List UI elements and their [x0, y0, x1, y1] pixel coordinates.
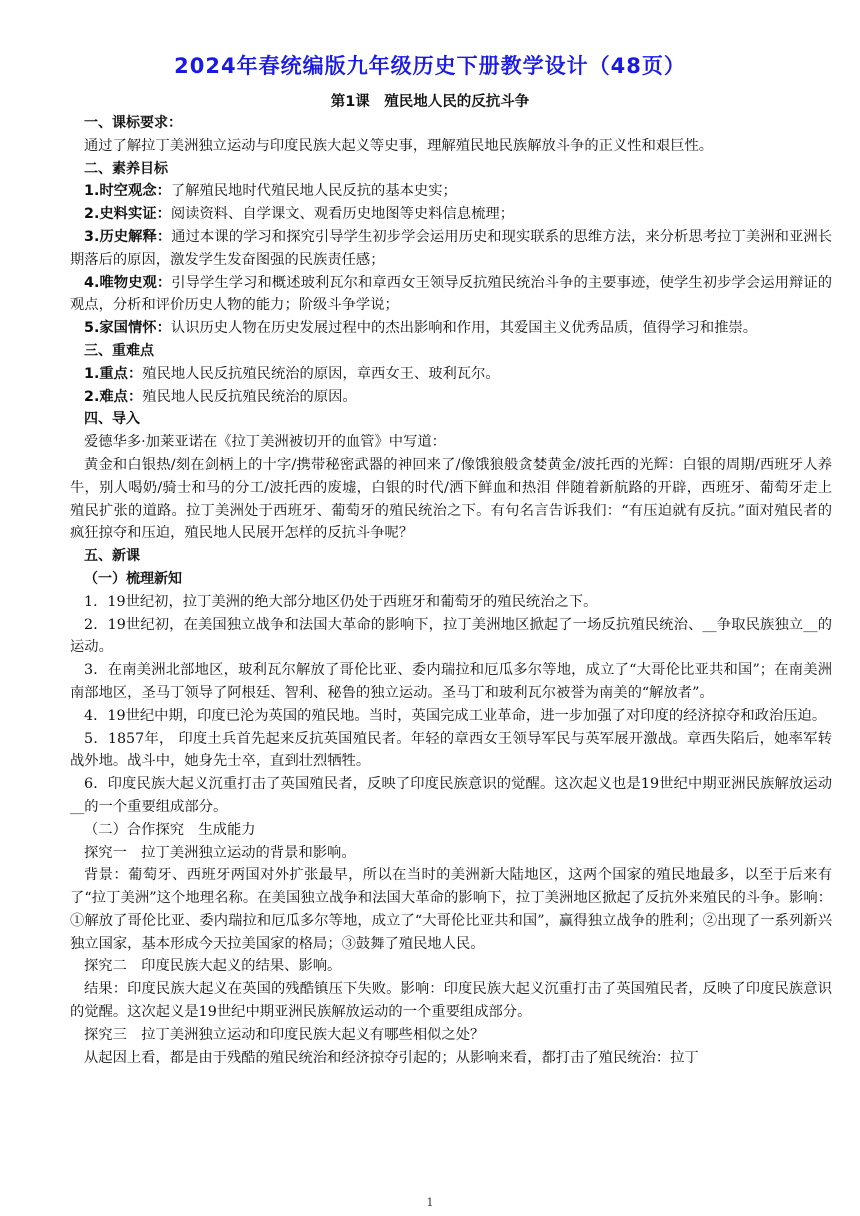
paragraph: 5．1857年， 印度土兵首先起来反抗英国殖民者。年轻的章西女王领导军民与英军展开激战。章西失陷后，她率军转战外地。战斗中，她身先士卒，直到壮烈牺牲。: [70, 730, 832, 770]
paragraph: 爱德华多·加莱亚诺在《拉丁美洲被切开的血管》中写道：: [84, 434, 446, 451]
key-label: 1.重点：: [84, 365, 143, 382]
section-heading: 三、重难点: [84, 342, 154, 359]
goal-label: 5.家国情怀：: [84, 320, 171, 337]
paragraph: 6．印度民族大起义沉重打击了英国殖民者，反映了印度民族意识的觉醒。这次起义也是19世纪中期亚洲民族解放运动__的一个重要组成部分。: [70, 776, 832, 815]
paragraph: 3．在南美洲北部地区，玻利瓦尔解放了哥伦比亚、委内瑞拉和厄瓜多尔等地，成立了“大哥伦比亚共和国”；在南美洲南部地区，圣马丁领导了阿根廷、智利、秘鲁的独立运动。圣马丁和玻利瓦尔被誉为南美的“解放者”。: [70, 662, 832, 701]
paragraph: 结果：印度民族大起义在英国的残酷镇压下失败。影响：印度民族大起义沉重打击了英国殖民者，反映了印度民族意识的觉醒。这次起义是19世纪中期亚洲民族解放运动的一个重要组成部分。: [70, 981, 832, 1021]
page-number: 1: [426, 1196, 434, 1209]
paragraph: 通过了解拉丁美洲独立运动与印度民族大起义等史事，理解殖民地民族解放斗争的正义性和艰巨性。: [84, 137, 714, 154]
inquiry-title: 探究一 拉丁美洲独立运动的背景和影响。: [84, 844, 356, 861]
section-heading: 五、新课: [84, 548, 140, 565]
goal-label: 3.历史解释：: [84, 228, 172, 245]
paragraph: 背景：葡萄牙、西班牙两国对外扩张最早，所以在当时的美洲新大陆地区，这两个国家的殖民地最多，以至于后来有了“拉丁美洲”这个地理名称。在美国独立战争和法国大革命的影响下，拉丁美洲地区掀起了反抗外来殖民的斗争。影响：①解放了哥伦比亚、委内瑞拉和厄瓜多尔等地，成立了“大哥伦比亚共和国”，赢得独立战争的胜利；②出现了一系列新兴独立国家，基本形成今天拉美国家的格局；③鼓舞了殖民地人民。: [70, 867, 832, 952]
section-heading: 四、导入: [84, 411, 140, 428]
goal-label: 4.唯物史观：: [84, 274, 172, 291]
section-heading: 一、课标要求：: [84, 115, 182, 131]
paragraph: 1．19世纪初，拉丁美洲的绝大部分地区仍处于西班牙和葡萄牙的殖民统治之下。: [84, 593, 598, 610]
goal-text: 认识历史人物在历史发展过程中的杰出影响和作用，其爱国主义优秀品质，值得学习和推崇。: [170, 320, 758, 337]
key-label: 2.难点：: [84, 388, 143, 405]
paragraph: [70, 363, 832, 386]
paragraph: [70, 317, 832, 340]
subsection-heading: （一）梳理新知: [84, 570, 182, 587]
paragraph: 2．19世纪初，在美国独立战争和法国大革命的影响下，拉丁美洲地区掀起了一场反抗殖民统治、__争取民族独立__的运动。: [70, 616, 832, 656]
paragraph: [70, 386, 832, 409]
paragraph: 从起因上看，都是由于残酷的殖民统治和经济掠夺引起的；从影响来看，都打击了殖民统治：拉丁: [84, 1049, 699, 1066]
paragraph: [70, 180, 832, 203]
lesson-title: 第1课 殖民地人民的反抗斗争: [330, 94, 530, 110]
paragraph: [70, 272, 832, 318]
inquiry-title: 探究三 拉丁美洲独立运动和印度民族大起义有哪些相似之处？: [84, 1026, 485, 1043]
section-heading: 二、素养目标: [84, 160, 168, 177]
goal-text: 阅读资料、自学课文、观看历史地图等史料信息梳理；: [170, 206, 514, 223]
goal-label: 1.时空观念：: [84, 183, 171, 200]
inquiry-title: 探究二 印度民族大起义的结果、影响。: [84, 958, 342, 975]
paragraph: 黄金和白银热/刻在剑柄上的十字/携带秘密武器的神回来了/像饿狼般贪婪黄金/波托西的光辉：白银的周期/西班牙人养牛，别人喝奶/骑士和马的分工/波托西的废墟，白银的时代/洒下鲜血和热泪 伴随着新航路的开辟，西班牙、葡萄牙走上殖民扩张的道路。拉丁美洲处于西班牙、葡萄牙的殖民统治之下。有句名言告诉我们：“有压迫就有反抗。”面对殖民者的疯狂掠夺和压迫，殖民地人民展开怎样的反抗斗争呢？: [70, 456, 832, 542]
document-body: [70, 112, 832, 1069]
goal-text: 通过本课的学习和探究引导学生初步学会运用历史和现实联系的思维方法，来分析思考拉丁美洲和亚洲长期落后的原因，激发学生发奋图强的民族责任感；: [70, 228, 832, 268]
paragraph: [70, 203, 832, 226]
key-text: 殖民地人民反抗殖民统治的原因。: [142, 388, 357, 405]
key-text: 殖民地人民反抗殖民统治的原因，章西女王、玻利瓦尔。: [142, 365, 500, 382]
paragraph: 4．19世纪中期，印度已沦为英国的殖民地。当时，英国完成工业革命，进一步加强了对印度的经济掠夺和政治压迫。: [84, 707, 827, 724]
goal-text: 引导学生学习和概述玻利瓦尔和章西女王领导反抗殖民统治斗争的主要事迹，使学生初步学会运用辩证的观点，分析和评价历史人物的能力；阶级斗争学说；: [70, 274, 832, 314]
subsection-heading: （二）合作探究 生成能力: [84, 821, 256, 838]
goal-text: 了解殖民地时代殖民地人民反抗的基本史实；: [170, 183, 457, 200]
document-title: 2024年春统编版九年级历史下册教学设计（48页）: [174, 54, 686, 78]
goal-label: 2.史料实证：: [84, 206, 171, 223]
paragraph: [70, 226, 832, 272]
